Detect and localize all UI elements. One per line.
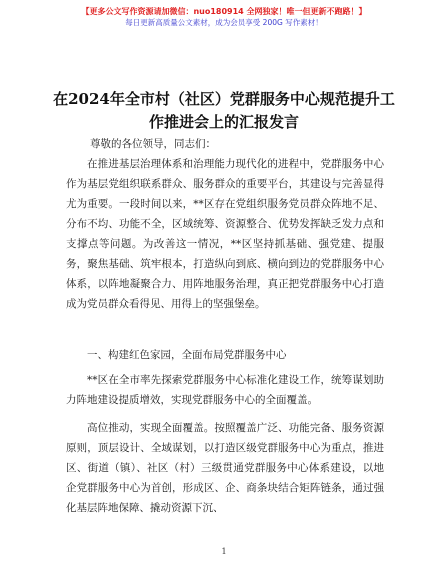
promo-banner-line-2: 每日更新高质量公文素材，成为会员享受 200G 写作素材！ <box>125 18 323 27</box>
salutation: 尊敬的各位领导，同志们： <box>90 138 216 150</box>
section-heading: 一、构建红色家园，全面布局党群服务中心 <box>87 349 287 361</box>
promo-banner-line-1: 【更多公文写作资源请加微信：nuo180914 全网独家！唯一但更新不跑路！】 <box>81 7 367 16</box>
body-paragraph-2: **区在全市率先探索党群服务中心标准化建设工作，统筹谋划助力阵地建设提质增效，实现党群服务中心的全面覆盖。 <box>66 374 384 406</box>
body-paragraph-3: 高位推动，实现全面覆盖。按照覆盖广泛、功能完备、服务资源原则，顶层设计、全域谋划，以打造区级党群服务中心为重点，推进区、街道（镇）、社区（村）三级贯通党群服务中心体系建设，以地企党群服务中心为首创，形成区、企、商条块结合矩阵链条，通过强化基层阵地保障、撬动资源下沉、 <box>66 422 384 514</box>
promo-banner <box>0 6 448 28</box>
body-paragraph-1: 在推进基层治理体系和治理能力现代化的进程中，党群服务中心作为基层党组织联系群众、服务群众的重要平台，其建设与完善显得尤为重要。一段时间以来，**区存在党组织服务党员群众阵地不足、分布不均、功能不全，区域统筹、资源整合、优势发挥缺乏发力点和支撑点等问题。为改善这一情况，**区坚持抓基础、强党建、提服务，聚焦基础、筑牢根本，打造纵向到底、横向到边的党群服务中心体系，以阵地凝聚合力、用阵地服务治理，真正把党群服务中心打造成为党员群众看得见、用得上的坚强堡垒。 <box>66 158 384 310</box>
page-number: 1 <box>221 547 227 556</box>
document-title: 在2024年全市村（社区）党群服务中心规范提升工作推进会上的汇报发言 <box>53 90 395 131</box>
